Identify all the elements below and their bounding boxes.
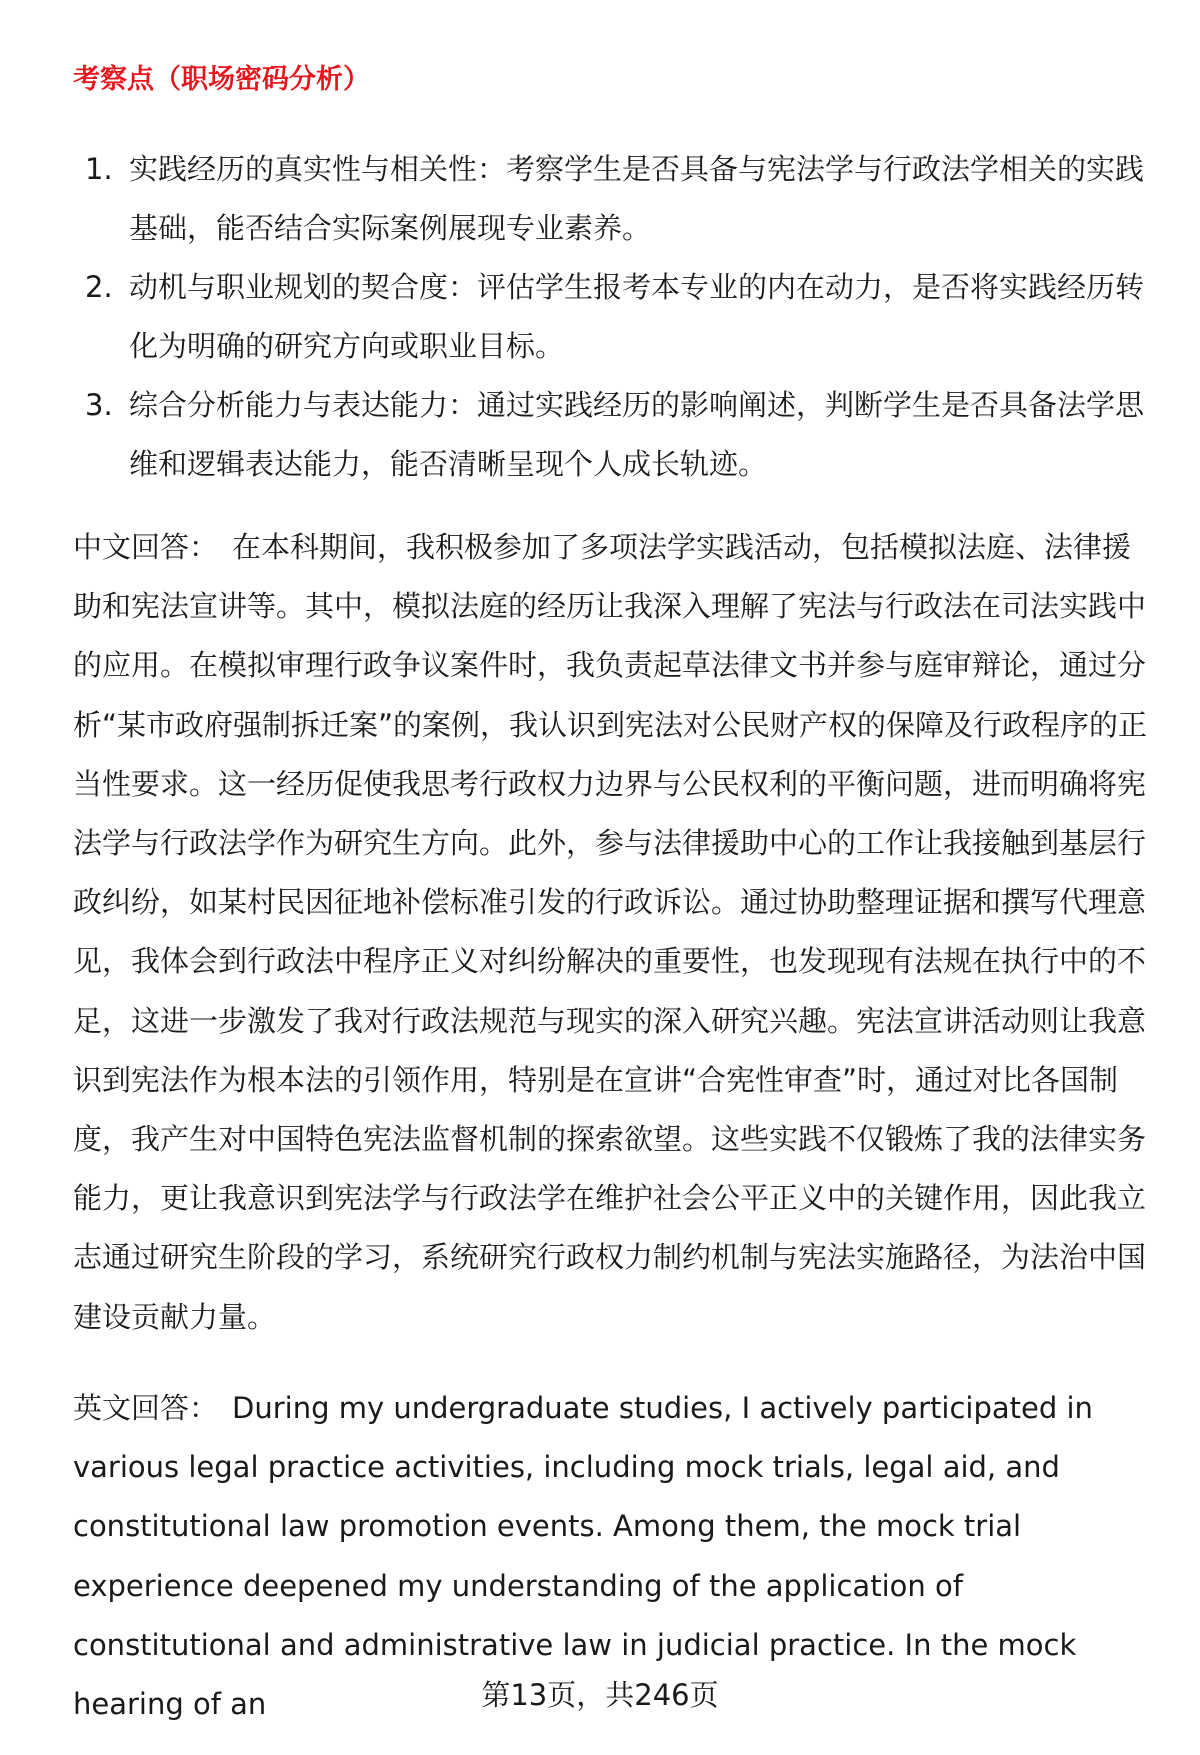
focus-point-text: 综合分析能力与表达能力：通过实践经历的影响阐述，判断学生是否具备法学思维和逻辑表达能力，能否清晰呈现个人成长轨迹。	[129, 388, 1145, 481]
page-indicator: 第13页，共246页	[481, 1678, 719, 1712]
chinese-answer-text: 在本科期间，我积极参加了多项法学实践活动，包括模拟法庭、法律援助和宪法宣讲等。其中，模拟法庭的经历让我深入理解了宪法与行政法在司法实践中的应用。在模拟审理行政争议案件时，我负责起草法律文书并参与庭审辩论，通过分析“某市政府强制拆迁案”的案例，我认识到宪法对公民财产权的保障及行政程序的正当性要求。这一经历促使我思考行政权力边界与公民权利的平衡问题，进而明确将宪法学与行政法学作为研究生方向。此外，参与法律援助中心的工作让我接触到基层行政纠纷，如某村民因征地补偿标准引发的行政诉讼。通过协助整理证据和撰写代理意见，我体会到行政法中程序正义对纠纷解决的重要性，也发现现有法规在执行中的不足，这进一步激发了我对行政法规范与现实的深入研究兴趣。宪法宣讲活动则让我意识到宪法作为根本法的引领作用，特别是在宣讲“合宪性审查”时，通过对比各国制度，我产生对中国特色宪法监督机制的探索欲望。这些实践不仅锻炼了我的法律实务能力，更让我意识到宪法学与行政法学在维护社会公平正义中的关键作用，因此我立志通过研究生阶段的学习，系统研究行政权力制约机制与宪法实施路径，为法治中国建设贡献力量。	[73, 530, 1148, 1334]
focus-point-item	[73, 376, 1153, 494]
section-title: 考察点（职场密码分析）	[73, 64, 370, 95]
focus-point-text: 实践经历的真实性与相关性：考察学生是否具备与宪法学与行政法学相关的实践基础，能否结合实际案例展现专业素养。	[129, 152, 1145, 245]
focus-point-number: 2.	[85, 270, 113, 304]
english-answer-text: During my undergraduate studies, I actively participated in various legal practice activities, including mock trials, legal aid, and constitutional law promotion events. Among them, the mock trial experience deepened my understanding of the application of constitutional and administrative law in judicial practice. In the mock hearing of an	[73, 1391, 1093, 1722]
focus-point-number: 3.	[85, 388, 113, 422]
focus-point-number: 1.	[85, 152, 113, 186]
focus-point-text: 动机与职业规划的契合度：评估学生报考本专业的内在动力，是否将实践经历转化为明确的研究方向或职业目标。	[129, 270, 1145, 363]
english-answer-label: 英文回答：	[73, 1391, 219, 1425]
chinese-answer-paragraph	[73, 518, 1153, 1347]
focus-point-item	[73, 258, 1153, 376]
focus-points-list	[73, 140, 1153, 494]
chinese-answer-label: 中文回答：	[73, 530, 219, 564]
focus-point-item	[73, 140, 1153, 258]
